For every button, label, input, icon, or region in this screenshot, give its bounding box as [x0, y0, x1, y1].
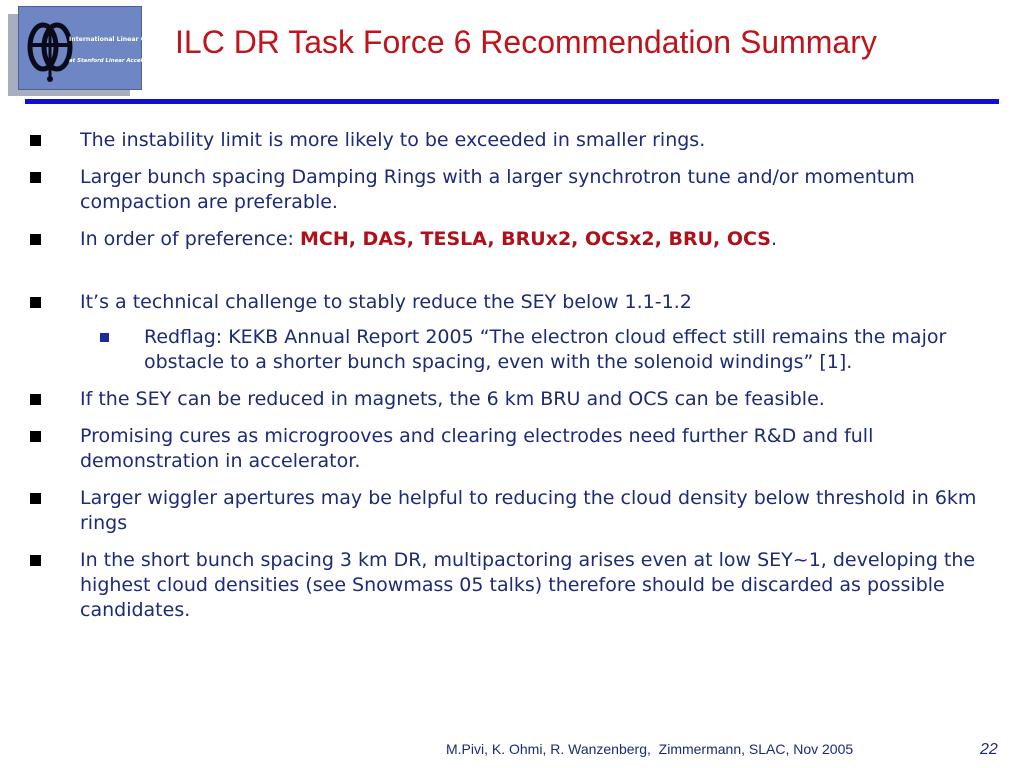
bullet-list [30, 128, 1000, 635]
bullet-text: Promising cures as microgrooves and clearing electrodes need further R&D and full demonstration in accelerator. [80, 425, 874, 472]
bullet-text: It’s a technical challenge to stably reduce the SEY below 1.1-1.2 [80, 291, 692, 313]
bullet-item [30, 486, 1000, 536]
bullet-item [30, 548, 1000, 623]
bullet-text: In the short bunch spacing 3 km DR, multipactoring arises even at low SEY~1, developing the highest cloud densities (see Snowmass 05 talks) therefore should be discarded as possible candidates. [80, 549, 976, 621]
ilc-emblem-icon [19, 7, 184, 89]
bullet-item [30, 424, 1000, 474]
page-number: 22 [980, 741, 998, 758]
bullet-text: Larger wiggler apertures may be helpful to reducing the cloud density below threshold in 6km rings [80, 487, 977, 534]
bullet-text: The instability limit is more likely to be exceeded in smaller rings. [80, 129, 706, 151]
sub-bullet-item [30, 325, 1000, 375]
bullet-text: Redflag: KEKB Annual Report 2005 “The electron cloud effect still remains the major obstacle to a shorter bunch spacing, even with the solenoid windings” [1]. [144, 326, 947, 373]
bullet-text: Larger bunch spacing Damping Rings with a larger synchrotron tune and/or momentum compaction are preferable. [80, 166, 915, 213]
slide-title: ILC DR Task Force 6 Recommendation Summary [175, 24, 877, 60]
logo-face [18, 6, 184, 90]
bullet-item [30, 128, 1000, 153]
footer-credits: M.Pivi, K. Ohmi, R. Wanzenberg, Zimmermann, SLAC, Nov 2005 [446, 741, 854, 757]
title-divider [25, 99, 999, 104]
logo-line2: at Stanford Linear Accelerator Center [69, 58, 184, 64]
bullet-item [30, 227, 1000, 252]
bullet-item [30, 387, 1000, 412]
bullet-item [30, 165, 1000, 215]
bullet-text: If the SEY can be reduced in magnets, the 6 km BRU and OCS can be feasible. [80, 388, 825, 410]
bullet-prefix: In order of preference: [80, 228, 300, 250]
ring-preference-list: MCH, DAS, TESLA, BRUx2, OCSx2, BRU, OCS [299, 228, 771, 250]
logo-line1: International Linear Collider [69, 36, 168, 43]
bullet-suffix: . [770, 228, 778, 250]
ilc-logo [8, 6, 184, 96]
bullet-item [30, 290, 1000, 315]
